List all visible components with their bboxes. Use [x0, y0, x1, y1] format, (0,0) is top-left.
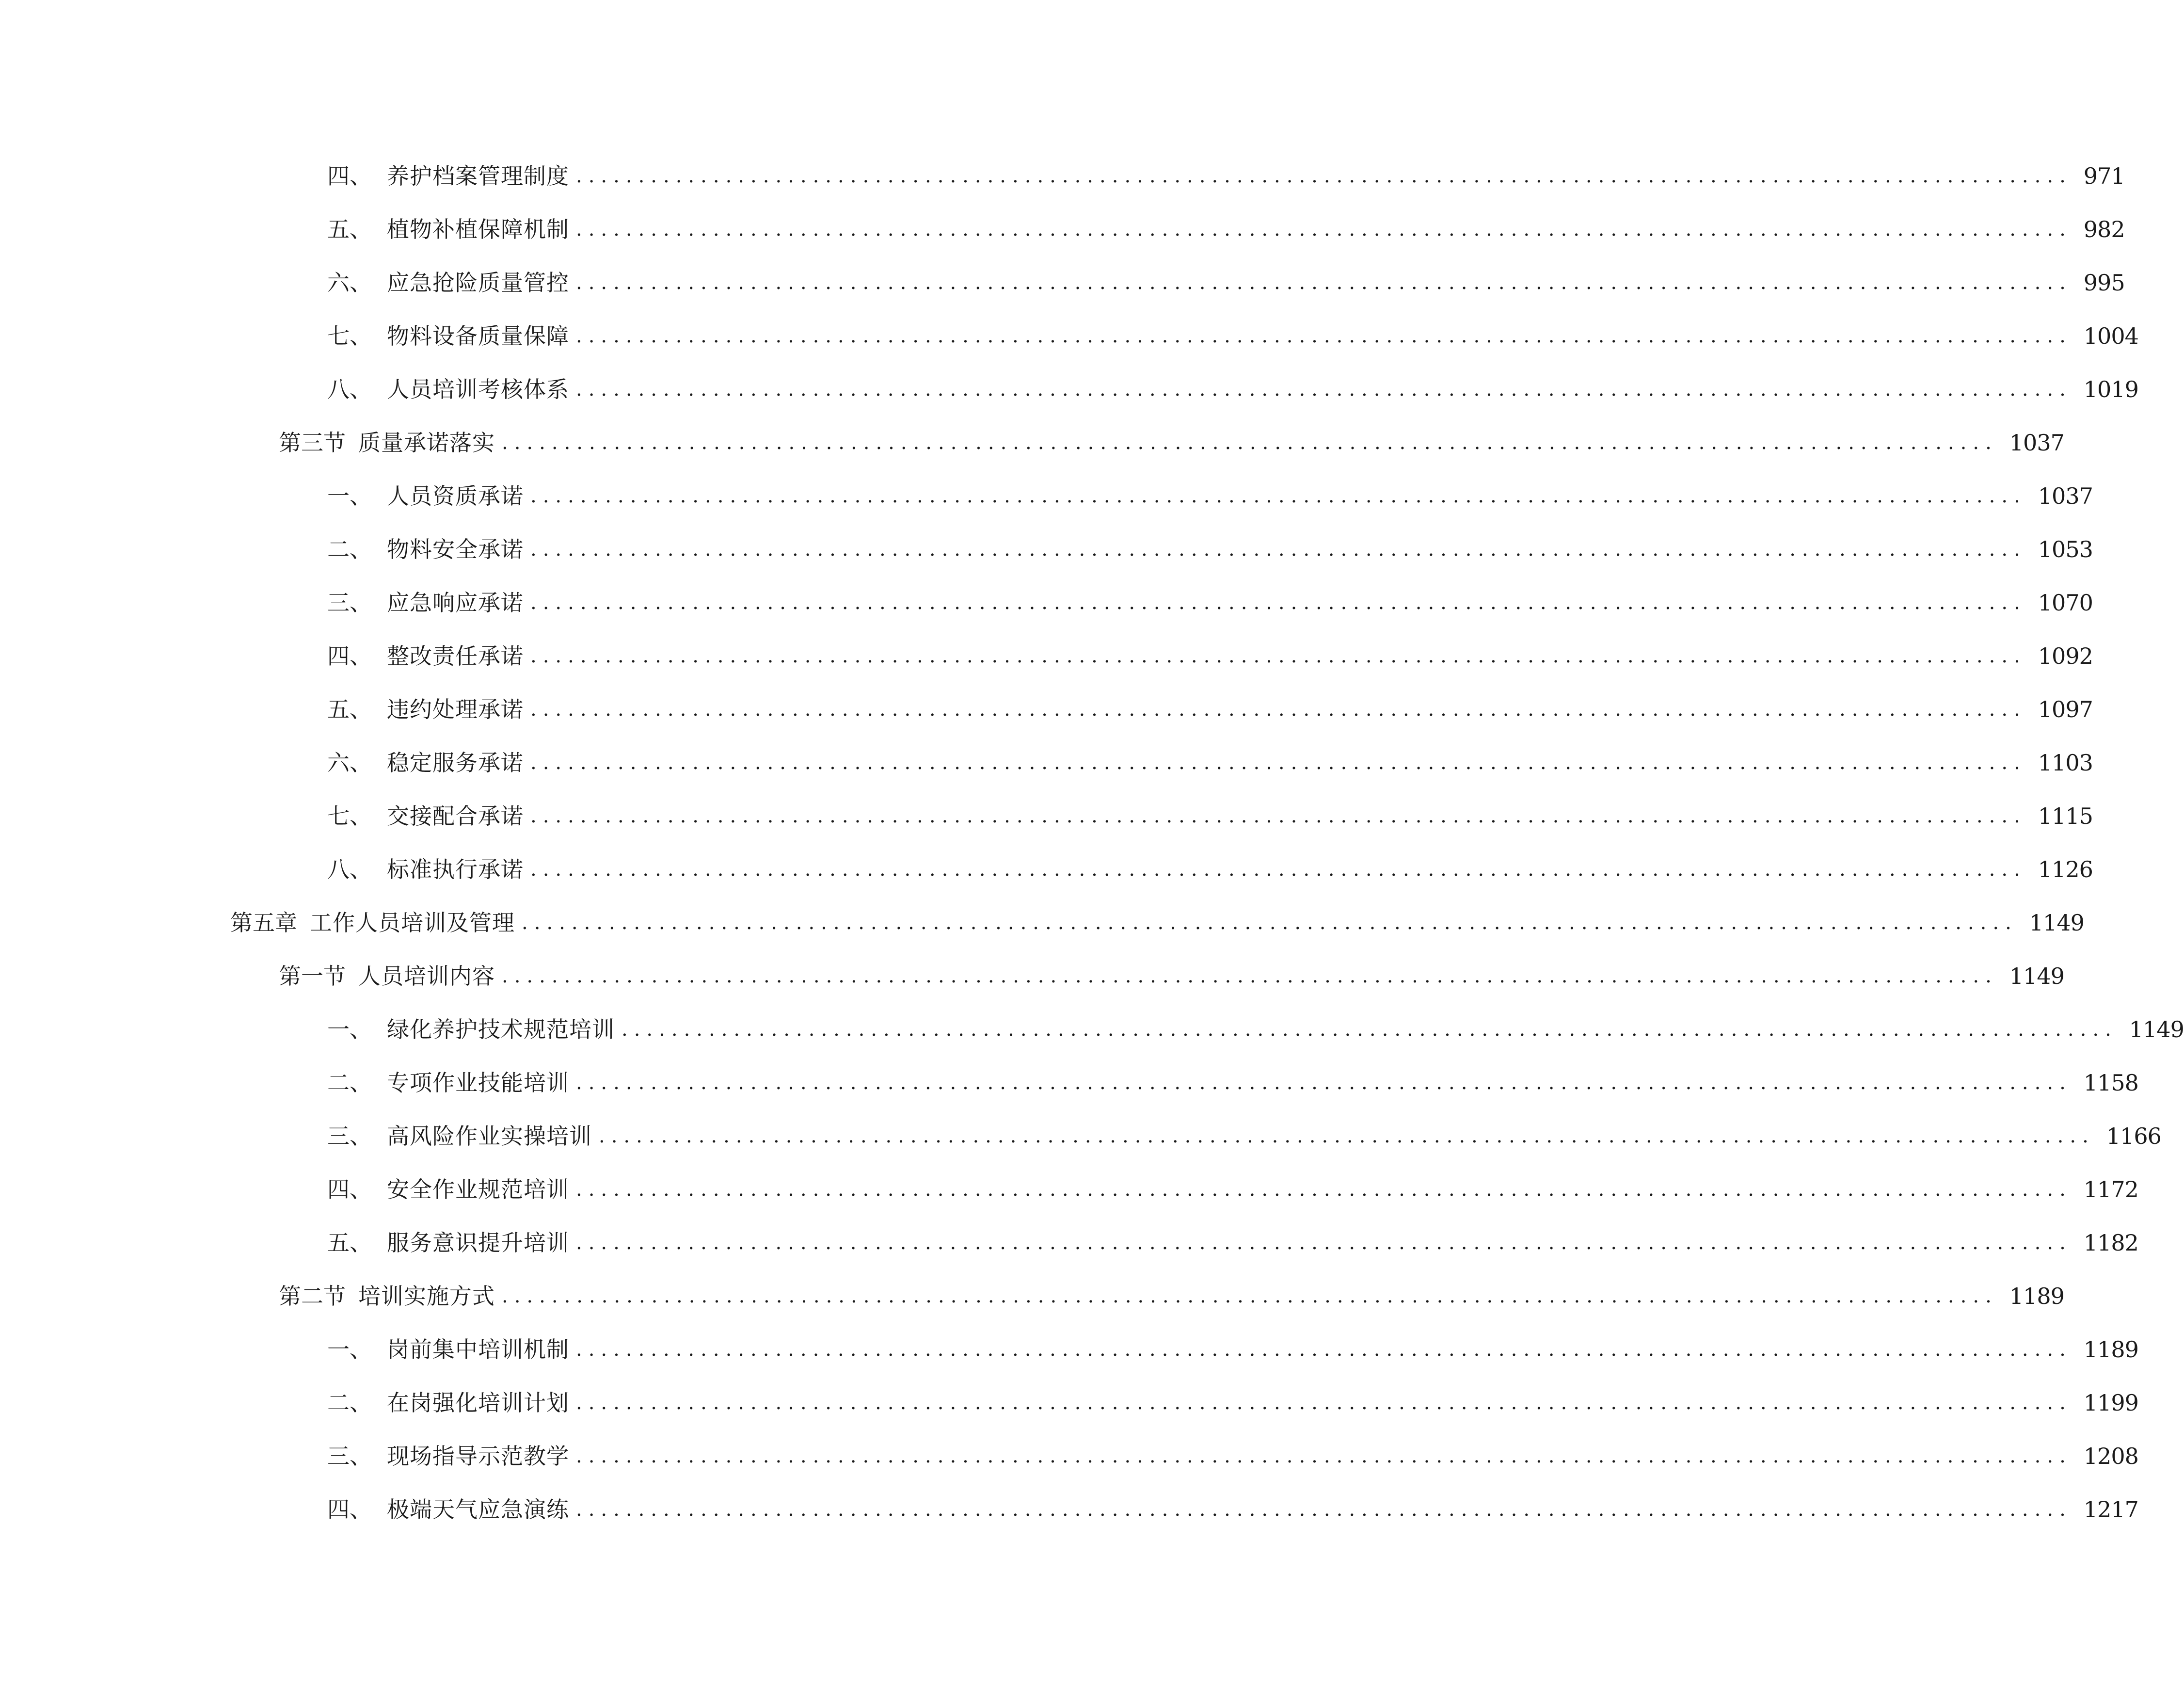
toc-entry-number: 七、 — [327, 803, 372, 829]
toc-entry-number: 四、 — [327, 1176, 372, 1203]
toc-entry[interactable] — [0, 149, 2125, 203]
toc-entry-number: 四、 — [327, 643, 372, 669]
toc-entry-number: 三、 — [327, 590, 372, 616]
toc-entry-number: 四、 — [327, 163, 372, 189]
toc-entry-number: 一、 — [327, 1336, 372, 1363]
toc-entry-page: 1053 — [2038, 536, 2093, 562]
toc-entry-title: 岗前集中培训机制 — [387, 1336, 569, 1363]
toc-entry[interactable] — [0, 1003, 2184, 1056]
toc-entry[interactable] — [0, 1429, 2138, 1483]
toc-entry[interactable] — [0, 1216, 2138, 1269]
toc-entry-title: 植物补植保障机制 — [387, 216, 569, 242]
dot-leader: ........................................................................................................................ — [530, 698, 2026, 721]
toc-entry-title: 在岗强化培训计划 — [387, 1390, 569, 1416]
dot-leader: ........................................................................................................................ — [576, 378, 2072, 401]
toc-entry-number: 七、 — [327, 323, 372, 349]
toc-entry-title: 应急响应承诺 — [387, 590, 524, 616]
table-of-contents — [0, 149, 2184, 1536]
toc-entry-page: 1149 — [2129, 1016, 2184, 1043]
toc-entry-title: 现场指导示范教学 — [387, 1443, 569, 1469]
toc-entry-page: 1208 — [2083, 1443, 2138, 1469]
toc-entry-number: 一、 — [327, 1016, 372, 1043]
dot-leader: ........................................................................................................................ — [576, 218, 2072, 241]
toc-entry-title: 服务意识提升培训 — [387, 1230, 569, 1256]
dot-leader: ........................................................................................................................ — [576, 1498, 2072, 1521]
toc-entry-title: 人员资质承诺 — [387, 483, 524, 509]
toc-entry-page: 1182 — [2083, 1230, 2138, 1256]
toc-entry[interactable] — [0, 1483, 2138, 1536]
dot-leader: ........................................................................................................................ — [576, 1072, 2072, 1094]
toc-entry-title: 应急抢险质量管控 — [387, 270, 569, 296]
dot-leader: ........................................................................................................................ — [530, 752, 2026, 774]
toc-section-number: 第一节 — [279, 963, 346, 989]
toc-entry-page: 1115 — [2038, 803, 2093, 829]
toc-entry-page: 1097 — [2038, 696, 2093, 722]
toc-chapter-title: 工作人员培训及管理 — [310, 910, 515, 936]
toc-entry[interactable] — [0, 469, 2093, 523]
toc-entry-number: 三、 — [327, 1123, 372, 1149]
toc-entry[interactable] — [0, 1376, 2138, 1429]
dot-leader: ........................................................................................................................ — [599, 1125, 2095, 1147]
toc-entry-title: 极端天气应急演练 — [387, 1496, 569, 1523]
toc-entry-page: 1217 — [2083, 1496, 2138, 1523]
toc-chapter-number: 第五章 — [230, 910, 297, 936]
dot-leader: ........................................................................................................................ — [576, 1338, 2072, 1361]
toc-entry-page: 982 — [2083, 216, 2125, 242]
toc-entry-number: 三、 — [327, 1443, 372, 1469]
toc-entry-page: 1199 — [2083, 1390, 2138, 1416]
dot-leader: ........................................................................................................................ — [530, 645, 2026, 667]
toc-entry[interactable] — [0, 1323, 2138, 1376]
toc-entry[interactable] — [0, 256, 2125, 309]
toc-entry-number: 八、 — [327, 376, 372, 402]
toc-entry[interactable] — [0, 843, 2093, 896]
dot-leader: ........................................................................................................................ — [576, 325, 2072, 347]
toc-entry-title: 交接配合承诺 — [387, 803, 524, 829]
toc-entry-number: 五、 — [327, 216, 372, 242]
toc-entry-page: 1103 — [2038, 750, 2093, 776]
toc-entry[interactable] — [0, 1163, 2138, 1216]
toc-entry-page: 1166 — [2106, 1123, 2161, 1149]
dot-leader: ........................................................................................................................ — [530, 485, 2026, 507]
dot-leader: ........................................................................................................................ — [530, 805, 2026, 827]
toc-entry[interactable] — [0, 1056, 2138, 1109]
toc-entry[interactable] — [0, 629, 2093, 683]
toc-section-title: 培训实施方式 — [358, 1283, 495, 1309]
toc-section-number: 第二节 — [279, 1283, 346, 1309]
toc-entry[interactable] — [0, 309, 2138, 363]
dot-leader: ........................................................................................................................ — [576, 1232, 2072, 1254]
toc-entry-number: 五、 — [327, 1230, 372, 1256]
toc-entry-title: 物料设备质量保障 — [387, 323, 569, 349]
toc-entry[interactable] — [0, 203, 2125, 256]
toc-entry-page: 1019 — [2083, 376, 2138, 402]
toc-entry-title: 人员培训考核体系 — [387, 376, 569, 402]
toc-entry-page: 1126 — [2038, 856, 2093, 883]
toc-entry-title: 高风险作业实操培训 — [387, 1123, 592, 1149]
toc-entry-number: 一、 — [327, 483, 372, 509]
toc-entry-page: 1037 — [2038, 483, 2093, 509]
toc-entry-title: 养护档案管理制度 — [387, 163, 569, 189]
toc-entry-page: 1149 — [2009, 963, 2064, 989]
toc-section-title: 人员培训内容 — [358, 963, 495, 989]
dot-leader: ........................................................................................................................ — [576, 165, 2072, 187]
toc-entry-title: 整改责任承诺 — [387, 643, 524, 669]
toc-entry-number: 五、 — [327, 696, 372, 722]
toc-entry-page: 1158 — [2083, 1070, 2138, 1096]
dot-leader: ........................................................................................................................ — [622, 1018, 2118, 1041]
toc-entry-page: 1037 — [2009, 430, 2064, 456]
toc-entry-number: 二、 — [327, 1390, 372, 1416]
toc-entry[interactable] — [0, 576, 2093, 629]
toc-entry-title: 绿化养护技术规范培训 — [387, 1016, 615, 1043]
toc-entry[interactable] — [0, 789, 2093, 843]
toc-entry-page: 1172 — [2083, 1176, 2138, 1203]
toc-entry[interactable] — [0, 523, 2093, 576]
toc-entry-title: 稳定服务承诺 — [387, 750, 524, 776]
dot-leader: ........................................................................................................................ — [502, 432, 1998, 454]
toc-section-entry[interactable] — [0, 416, 2064, 469]
dot-leader: ........................................................................................................................ — [530, 858, 2026, 881]
toc-entry[interactable] — [0, 736, 2093, 789]
toc-entry-title: 标准执行承诺 — [387, 856, 524, 883]
dot-leader: ........................................................................................................................ — [530, 592, 2026, 614]
toc-entry-number: 二、 — [327, 536, 372, 562]
toc-entry-page: 971 — [2083, 163, 2125, 189]
dot-leader: ........................................................................................................................ — [530, 538, 2026, 561]
toc-entry-page: 995 — [2083, 270, 2125, 296]
toc-entry-page: 1149 — [2029, 910, 2084, 936]
dot-leader: ........................................................................................................................ — [502, 1285, 1998, 1307]
dot-leader: ........................................................................................................................ — [576, 1445, 2072, 1467]
toc-entry-number: 四、 — [327, 1496, 372, 1523]
dot-leader: ........................................................................................................................ — [576, 272, 2072, 294]
toc-entry-page: 1189 — [2083, 1336, 2138, 1363]
toc-entry-number: 二、 — [327, 1070, 372, 1096]
toc-section-title: 质量承诺落实 — [358, 430, 495, 456]
toc-entry-number: 六、 — [327, 270, 372, 296]
toc-entry-number: 八、 — [327, 856, 372, 883]
toc-entry[interactable] — [0, 363, 2138, 416]
toc-entry-page: 1070 — [2038, 590, 2093, 616]
toc-entry-page: 1092 — [2038, 643, 2093, 669]
toc-entry-title: 物料安全承诺 — [387, 536, 524, 562]
toc-entry-page: 1004 — [2083, 323, 2138, 349]
toc-entry[interactable] — [0, 683, 2093, 736]
toc-section-entry[interactable] — [0, 949, 2064, 1003]
toc-entry-page: 1189 — [2009, 1283, 2064, 1309]
toc-entry-title: 安全作业规范培训 — [387, 1176, 569, 1203]
toc-section-entry[interactable] — [0, 1269, 2064, 1323]
toc-entry[interactable] — [0, 1109, 2161, 1163]
toc-entry-number: 六、 — [327, 750, 372, 776]
dot-leader: ........................................................................................................................ — [576, 1178, 2072, 1201]
toc-entry-title: 专项作业技能培训 — [387, 1070, 569, 1096]
toc-entry-title: 违约处理承诺 — [387, 696, 524, 722]
dot-leader: ........................................................................................................................ — [576, 1392, 2072, 1414]
dot-leader: ........................................................................................................................ — [502, 965, 1998, 987]
dot-leader: ........................................................................................................................ — [522, 912, 2018, 934]
toc-chapter-entry[interactable] — [0, 896, 2084, 949]
toc-section-number: 第三节 — [279, 430, 346, 456]
